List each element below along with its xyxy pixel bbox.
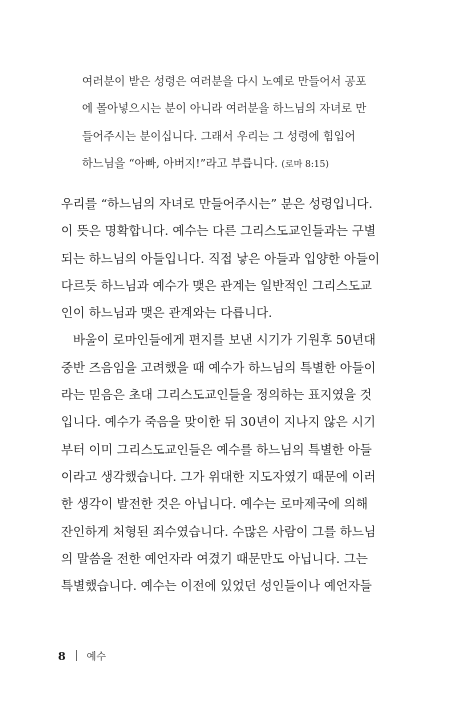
quote-last-line [82, 150, 400, 179]
body-line: 입니다. 예수가 죽음을 맞이한 뒤 30년이 지나지 않은 시기 [61, 414, 376, 430]
quote-line: 하느님을 “아빠, 아버지!”라고 부릅니다. [82, 156, 278, 170]
body-line: 다르듯 하느님과 예수가 맺은 관계는 일반적인 그리스도교 [61, 277, 372, 293]
body-line: 바울이 로마인들에게 편지를 보낸 시기가 기원후 50년대 [73, 332, 376, 348]
quote-line: 여러분이 받은 성령은 여러분을 다시 노예로 만들어서 공포 [82, 75, 367, 88]
page-number: 8 [58, 650, 66, 663]
body-line: 한 생각이 발전한 것은 아닙니다. 예수는 로마제국에 의해 [61, 496, 368, 512]
body-line: 특별했습니다. 예수는 이전에 있었던 성인들이나 예언자들 [61, 578, 372, 594]
body-line: 이 뜻은 명확합니다. 예수는 다른 그리스도교인들과는 구별 [61, 223, 376, 239]
body-line: 중반 즈음임을 고려했을 때 예수가 하느님의 특별한 아들이 [61, 359, 376, 375]
body-line: 의 말씀을 전한 예언자라 여겼기 때문만도 아닙니다. 그는 [61, 550, 368, 566]
quote-line: 에 몰아넣으시는 분이 아니라 여러분을 하느님의 자녀로 만 [82, 102, 367, 116]
body-line: 우리를 “하느님의 자녀로 만들어주시는” 분은 성령입니다. [61, 196, 373, 211]
body-line: 되는 하느님의 아들입니다. 직접 낳은 아들과 입양한 아들이 [61, 250, 380, 266]
body-line: 라는 믿음은 초대 그리스도교인들을 정의하는 표지였을 것 [61, 387, 372, 403]
quote-line: 들어주시는 분이십니다. 그래서 우리는 그 성령에 힘입어 [82, 129, 356, 143]
body-line: 인이 하느님과 맺은 관계와는 다릅니다. [61, 305, 273, 321]
running-title: 예수 [86, 652, 106, 663]
body-line: 이라고 생각했습니다. 그가 위대한 지도자였기 때문에 이러 [61, 468, 376, 484]
page-footer [58, 648, 106, 663]
quote-citation: (로마 8:15) [281, 159, 329, 170]
body-line: 부터 이미 그리스도교인들은 예수를 하느님의 특별한 아들 [61, 441, 372, 457]
body-line: 잔인하게 처형된 죄수였습니다. 수많은 사람이 그를 하느님 [61, 523, 376, 539]
body-text [61, 190, 397, 599]
scripture-quote [82, 68, 400, 179]
footer-divider [76, 650, 77, 661]
